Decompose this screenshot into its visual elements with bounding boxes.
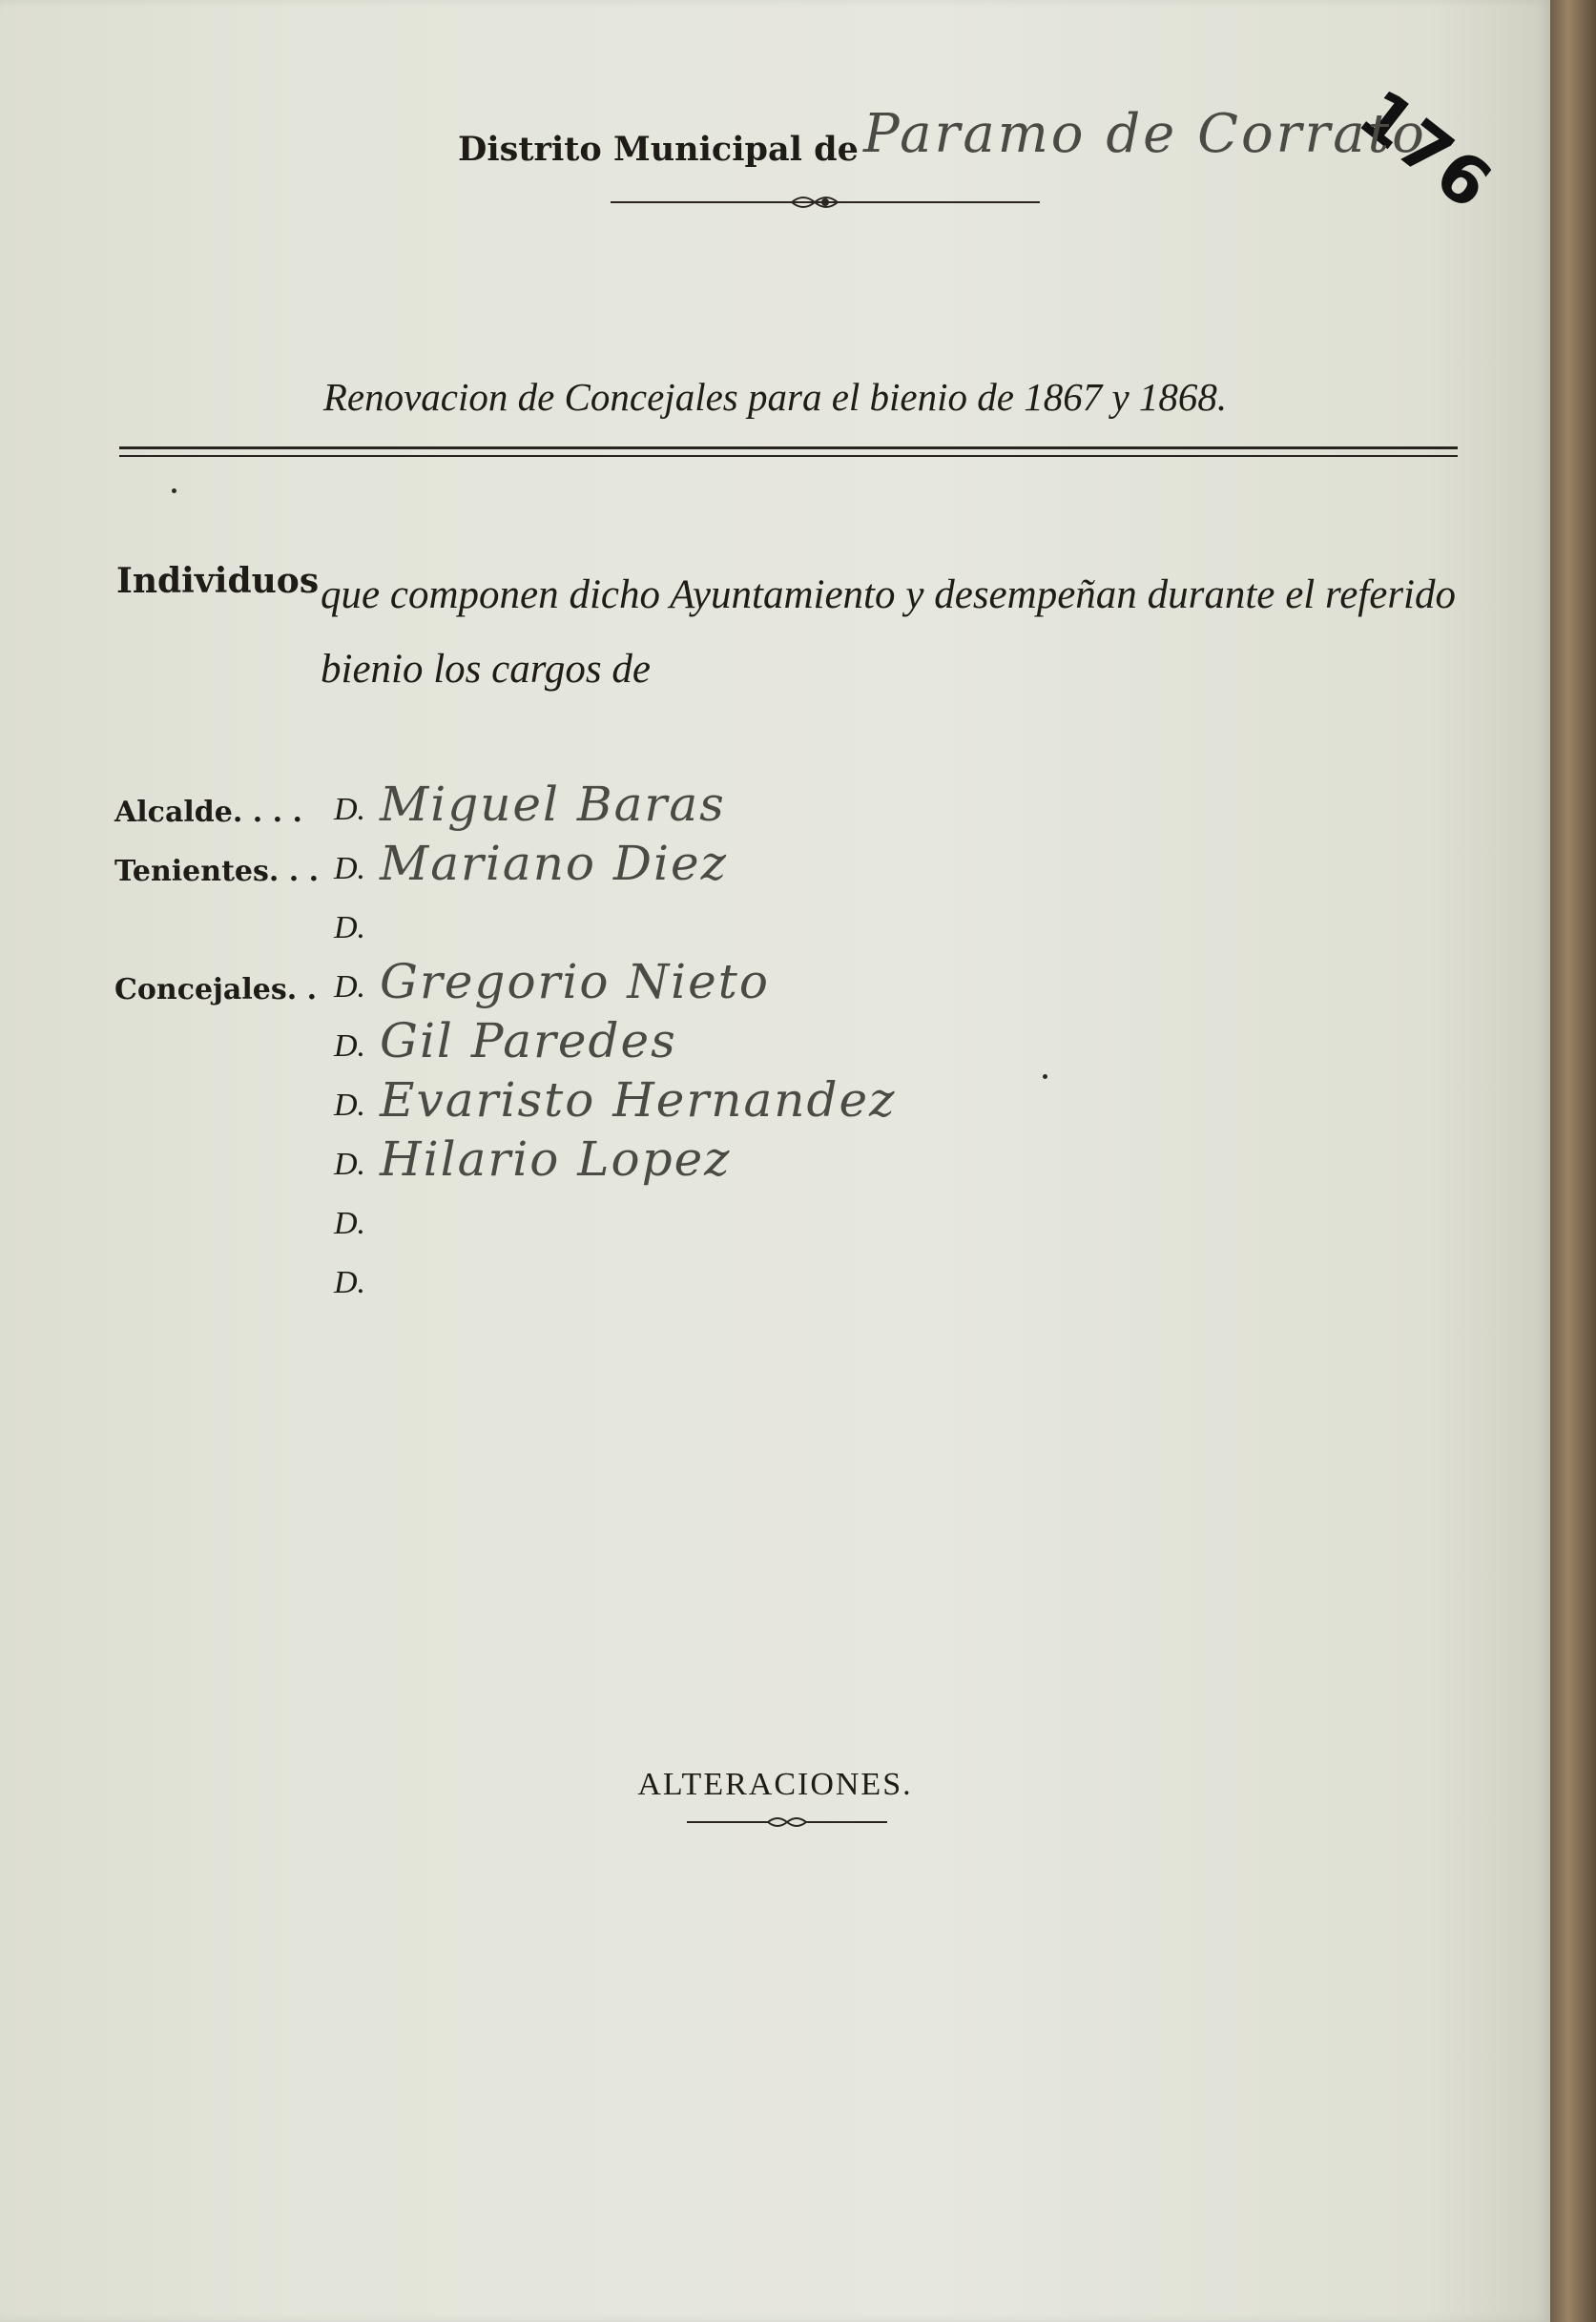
ink-dot	[172, 488, 176, 493]
subtitle-rule-bottom	[119, 455, 1458, 457]
role-prefix: D.	[334, 969, 366, 1005]
role-prefix: D.	[334, 1028, 366, 1064]
header-handwritten: Paramo de Corrato	[863, 103, 1427, 165]
alteraciones-heading: ALTERACIONES.	[637, 1767, 913, 1802]
role-prefix: D.	[334, 910, 366, 945]
role-name: Mariano Diez	[380, 836, 728, 891]
ink-dot	[1043, 1074, 1047, 1079]
role-name: Miguel Baras	[380, 777, 726, 832]
intro-label: Individuos	[116, 561, 320, 601]
role-label: Tenientes. . .	[114, 855, 320, 888]
intro-text: que componen dicho Ayuntamiento y desempeñan durante el referido bienio los cargos de	[321, 572, 1456, 692]
subtitle: Renovacion de Concejales para el bienio de 1867 y 1868.	[322, 375, 1228, 419]
role-name: Gil Paredes	[380, 1013, 677, 1068]
book-binding	[1550, 0, 1596, 2322]
role-prefix: D.	[334, 1265, 366, 1300]
role-prefix: D.	[334, 1088, 366, 1123]
role-name: Evaristo Hernandez	[380, 1072, 897, 1128]
role-prefix: D.	[334, 1206, 366, 1241]
folio-number: 176	[1344, 74, 1507, 226]
role-name: Gregorio Nieto	[380, 954, 770, 1009]
role-prefix: D.	[334, 851, 366, 886]
role-label: Alcalde. . . .	[114, 796, 302, 829]
role-prefix: D.	[334, 1147, 366, 1182]
role-prefix: D.	[334, 792, 366, 827]
subtitle-rule-top	[119, 446, 1458, 449]
header-printed-text: Distrito Municipal de	[458, 130, 859, 169]
role-label: Concejales. .	[114, 973, 318, 1006]
header-ornament	[611, 191, 1040, 214]
alteraciones-ornament	[687, 1813, 887, 1832]
header-printed	[458, 130, 859, 169]
role-name: Hilario Lopez	[380, 1131, 732, 1187]
